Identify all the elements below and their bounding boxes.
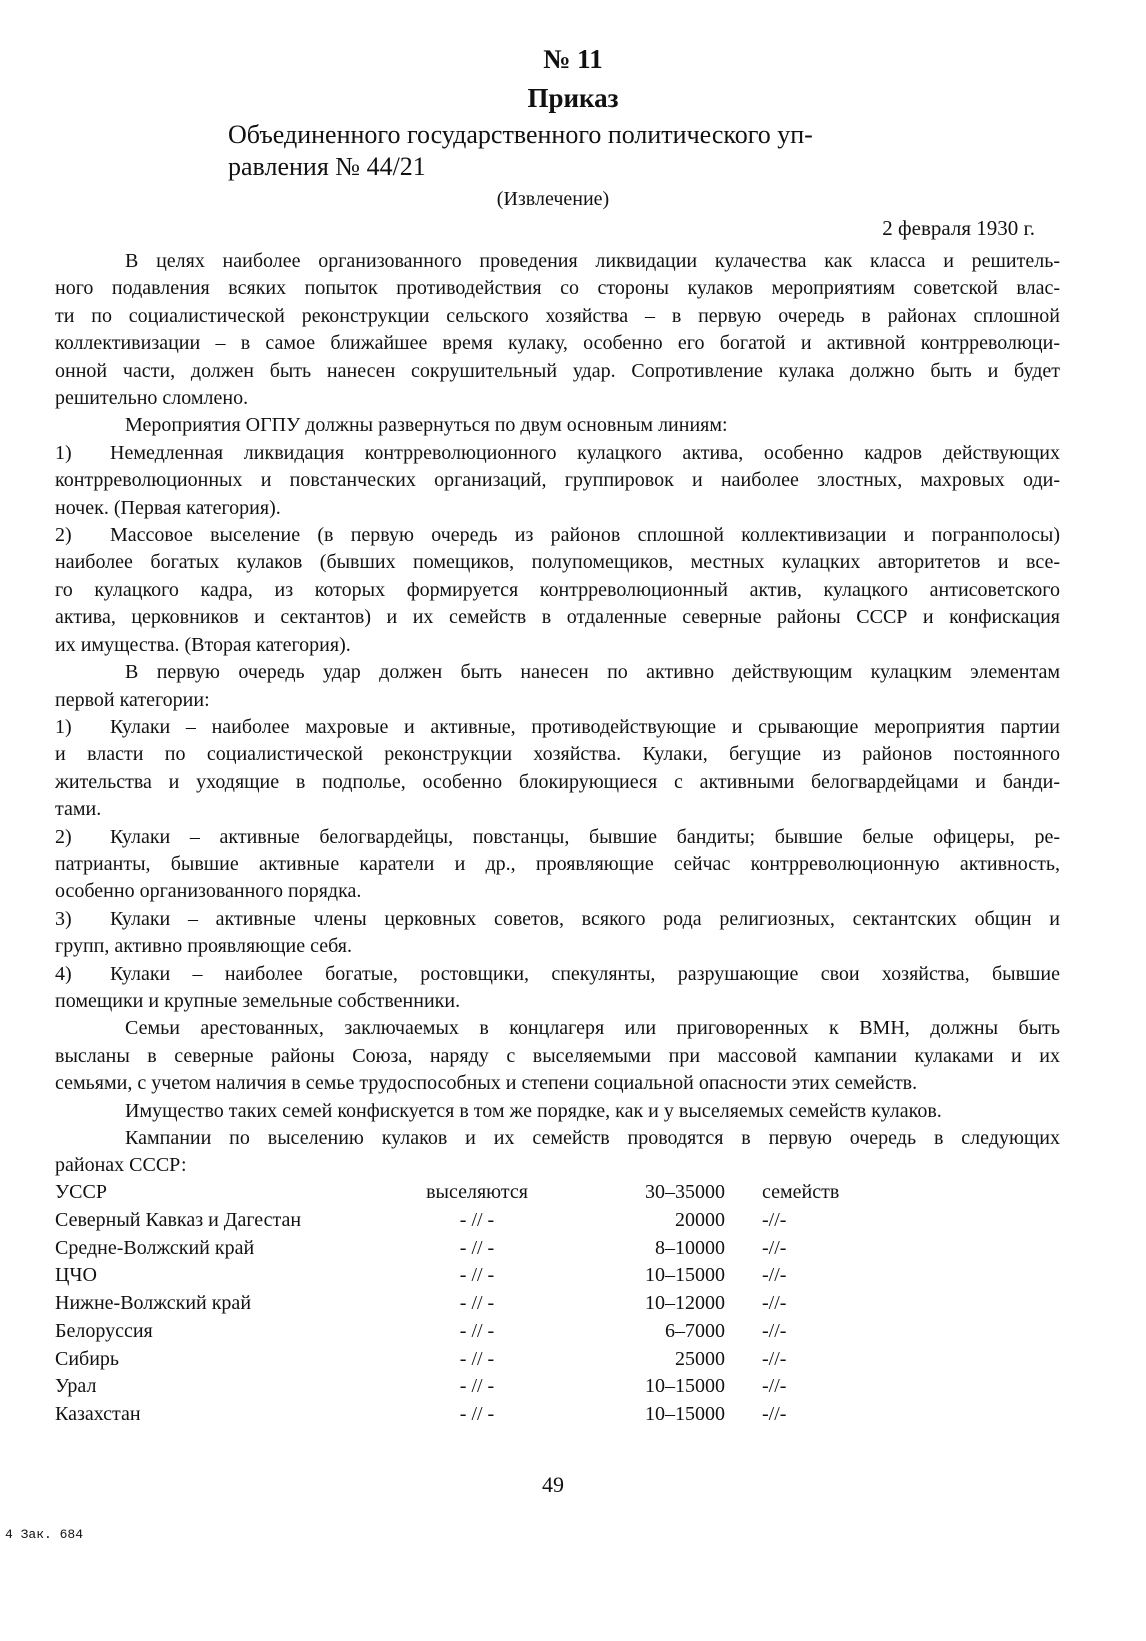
document-body (55, 248, 1060, 1180)
region-name: Сибирь (55, 1347, 120, 1370)
text-line (55, 961, 1060, 988)
line-text: актива, церковников и сектантов) и их семейств в отдаленные северные районы СССР и конфискация (55, 606, 1060, 629)
text-line (55, 330, 1060, 357)
regions-table (55, 1181, 855, 1431)
paragraph (55, 659, 1060, 714)
table-row (55, 1209, 855, 1237)
family-count: 25000 (675, 1347, 725, 1370)
text-line (55, 769, 1060, 796)
print-order-mark: 4 Зак. 684 (5, 1527, 84, 1542)
line-text: жительства и уходящие в подполье, особенно блокирующиеся с активными белогвардейцами и банди- (55, 770, 1060, 793)
line-text: районах СССР: (55, 1154, 187, 1177)
text-line (55, 385, 1060, 412)
action-cell: выселяются (426, 1181, 528, 1203)
action-cell: - // - (459, 1236, 495, 1259)
line-text: го кулацкого кадра, из которых формируется контрреволюционный актив, кулацкого антисоветского (55, 578, 1060, 601)
family-count: 10–15000 (645, 1264, 725, 1287)
region-name: Нижне-Волжский край (55, 1292, 252, 1314)
line-text: контрреволюционных и повстанческих организаций, группировок и наиболее злостных, махровых оди- (55, 469, 1060, 492)
unit-cell: семейств (762, 1181, 840, 1203)
text-line (55, 440, 1060, 467)
line-text: ного подавления всяких попыток противодействия со стороны кулаков мероприятиям советской влас- (55, 277, 1060, 300)
text-line (55, 1015, 1060, 1042)
family-count: 6–7000 (665, 1319, 725, 1342)
line-text: Имущество таких семей конфискуется в том же порядке, как и у выселяемых семейств кулаков. (125, 1099, 942, 1122)
numbered-item (55, 961, 1060, 1016)
paragraph (55, 412, 1060, 439)
unit-cell: -//- (762, 1347, 787, 1370)
text-line (55, 906, 1060, 933)
numbered-item (55, 440, 1060, 522)
region-name: ЦЧО (55, 1264, 97, 1287)
line-text: высланы в северные районы Союза, наряду с выселяемыми при массовой кампании кулаками и их (55, 1044, 1060, 1067)
unit-cell: -//- (762, 1403, 787, 1425)
action-cell: - // - (459, 1292, 495, 1314)
paragraph (55, 1098, 1060, 1125)
line-text: их имущества. (Вторая категория). (55, 633, 351, 656)
region-name: УССР (55, 1181, 107, 1203)
table-row (55, 1403, 855, 1431)
item-number: 3) (55, 907, 72, 930)
text-line (55, 933, 1060, 960)
text-line (55, 1152, 1060, 1179)
unit-cell: -//- (762, 1208, 787, 1231)
line-text: помещики и крупные земельные собственники. (55, 989, 461, 1012)
text-line (55, 248, 1060, 275)
table-row (55, 1375, 855, 1403)
region-name: Урал (55, 1375, 97, 1398)
text-line (55, 577, 1060, 604)
text-line (55, 632, 1060, 659)
line-text: особенно организованного порядка. (55, 880, 362, 903)
text-line (55, 714, 1060, 741)
table-row (55, 1181, 855, 1209)
action-cell: - // - (459, 1264, 495, 1287)
region-name: Белоруссия (55, 1319, 153, 1342)
action-cell: - // - (459, 1403, 495, 1425)
line-text: В первую очередь удар должен быть нанесен по активно действующим кулацким элементам (125, 661, 1060, 684)
line-text: Семьи арестованных, заключаемых в концлагеря или приговоренных к ВМН, должны быть (125, 1017, 1060, 1040)
action-cell: - // - (459, 1208, 495, 1231)
item-number: 1) (55, 441, 72, 464)
text-line (55, 1125, 1060, 1152)
line-text: патрианты, бывшие активные каратели и др., проявляющие сейчас контрреволюционную активность, (55, 852, 1060, 875)
family-count: 20000 (675, 1208, 725, 1231)
page-number: 49 (542, 1472, 564, 1497)
extract-note: (Извлечение) (496, 188, 610, 210)
text-line (55, 659, 1060, 686)
numbered-item (55, 906, 1060, 961)
line-text: групп, активно проявляющие себя. (55, 935, 352, 958)
item-number: 1) (55, 715, 72, 738)
line-text: онной части, должен быть нанесен сокрушительный удар. Сопротивление кулака должно быть и будет (55, 359, 1060, 382)
line-text: ти по социалистической реконструкции сельского хозяйства – в первую очередь в районах сплошной (55, 304, 1060, 327)
text-line (55, 687, 1060, 714)
line-text: коллективизации – в самое ближайшее время кулаку, особенно его богатой и активной контрреволюци- (55, 332, 1060, 355)
line-text: Кулаки – активные члены церковных советов, всякого рода религиозных, сектантских общин и (110, 907, 1060, 930)
paragraph (55, 1015, 1060, 1097)
item-number: 4) (55, 962, 72, 985)
item-number: 2) (55, 524, 72, 547)
region-name: Северный Кавказ и Дагестан (55, 1208, 302, 1231)
line-text: и власти по социалистической реконструкции хозяйства. Кулаки, бегущие из районов постоянного (55, 743, 1060, 766)
line-text: решительно сломлено. (55, 387, 249, 410)
text-line (55, 741, 1060, 768)
text-line (55, 275, 1060, 302)
numbered-item (55, 714, 1060, 824)
line-text: Кулаки – наиболее махровые и активные, противодействующие и срывающие мероприятия партии (110, 715, 1060, 738)
text-line (55, 467, 1060, 494)
text-line (55, 1070, 1060, 1097)
document-title-line: Объединенного государственного политического уп- (228, 120, 813, 149)
document-date: 2 февраля 1930 г. (882, 216, 1035, 240)
region-name: Средне-Волжский край (55, 1236, 255, 1259)
text-line (55, 824, 1060, 851)
family-count: 30–35000 (645, 1181, 725, 1203)
text-line (55, 1098, 1060, 1125)
text-line (55, 796, 1060, 823)
table-row (55, 1237, 855, 1265)
family-count: 8–10000 (655, 1236, 725, 1259)
line-text: Мероприятия ОГПУ должны развернуться по двум основным линиям: (125, 414, 728, 437)
text-line (55, 522, 1060, 549)
line-text: Кулаки – активные белогвардейцы, повстанцы, бывшие бандиты; бывшие белые офицеры, ре- (110, 825, 1060, 848)
document-title-line: равления № 44/21 (228, 152, 426, 181)
line-text: Массовое выселение (в первую очередь из районов сплошной коллективизации и погранполосы) (110, 524, 1060, 547)
action-cell: - // - (459, 1319, 495, 1342)
action-cell: - // - (459, 1375, 495, 1398)
text-line (55, 303, 1060, 330)
numbered-item (55, 824, 1060, 906)
line-text: ночек. (Первая категория). (55, 496, 281, 519)
numbered-item (55, 522, 1060, 659)
text-line (55, 851, 1060, 878)
text-line (55, 604, 1060, 631)
family-count: 10–12000 (645, 1292, 725, 1314)
paragraph (55, 1125, 1060, 1180)
text-line (55, 495, 1060, 522)
action-cell: - // - (459, 1347, 495, 1370)
text-line (55, 549, 1060, 576)
unit-cell: -//- (762, 1292, 787, 1314)
line-text: тами. (55, 798, 102, 821)
document-number: № 11 (543, 44, 603, 74)
family-count: 10–15000 (645, 1375, 725, 1398)
unit-cell: -//- (762, 1319, 787, 1342)
line-text: Немедленная ликвидация контрреволюционного кулацкого актива, особенно кадров действующих (110, 441, 1060, 464)
table-row (55, 1292, 855, 1320)
table-row (55, 1320, 855, 1348)
item-number: 2) (55, 825, 72, 848)
text-line (55, 358, 1060, 385)
line-text: семьями, с учетом наличия в семье трудоспособных и степени социальной опасности этих семейств. (55, 1072, 918, 1095)
unit-cell: -//- (762, 1236, 787, 1259)
line-text: первой категории: (55, 688, 210, 711)
region-name: Казахстан (55, 1403, 141, 1425)
text-line (55, 988, 1060, 1015)
unit-cell: -//- (762, 1264, 787, 1287)
table-row (55, 1348, 855, 1376)
line-text: Кампании по выселению кулаков и их семейств проводятся в первую очередь в следующих (125, 1127, 1060, 1149)
document-kind: Приказ (527, 83, 619, 113)
paragraph (55, 248, 1060, 412)
line-text: наиболее богатых кулаков (бывших помещиков, полупомещиков, местных кулацких авторитетов и все- (55, 551, 1060, 574)
line-text: Кулаки – наиболее богатые, ростовщики, спекулянты, разрушающие свои хозяйства, бывшие (110, 962, 1060, 985)
text-line (55, 878, 1060, 905)
table-row (55, 1264, 855, 1292)
text-line (55, 412, 1060, 439)
text-line (55, 1043, 1060, 1070)
unit-cell: -//- (762, 1375, 787, 1398)
family-count: 10–15000 (645, 1403, 725, 1425)
line-text: В целях наиболее организованного проведения ликвидации кулачества как класса и решитель- (125, 250, 1060, 272)
